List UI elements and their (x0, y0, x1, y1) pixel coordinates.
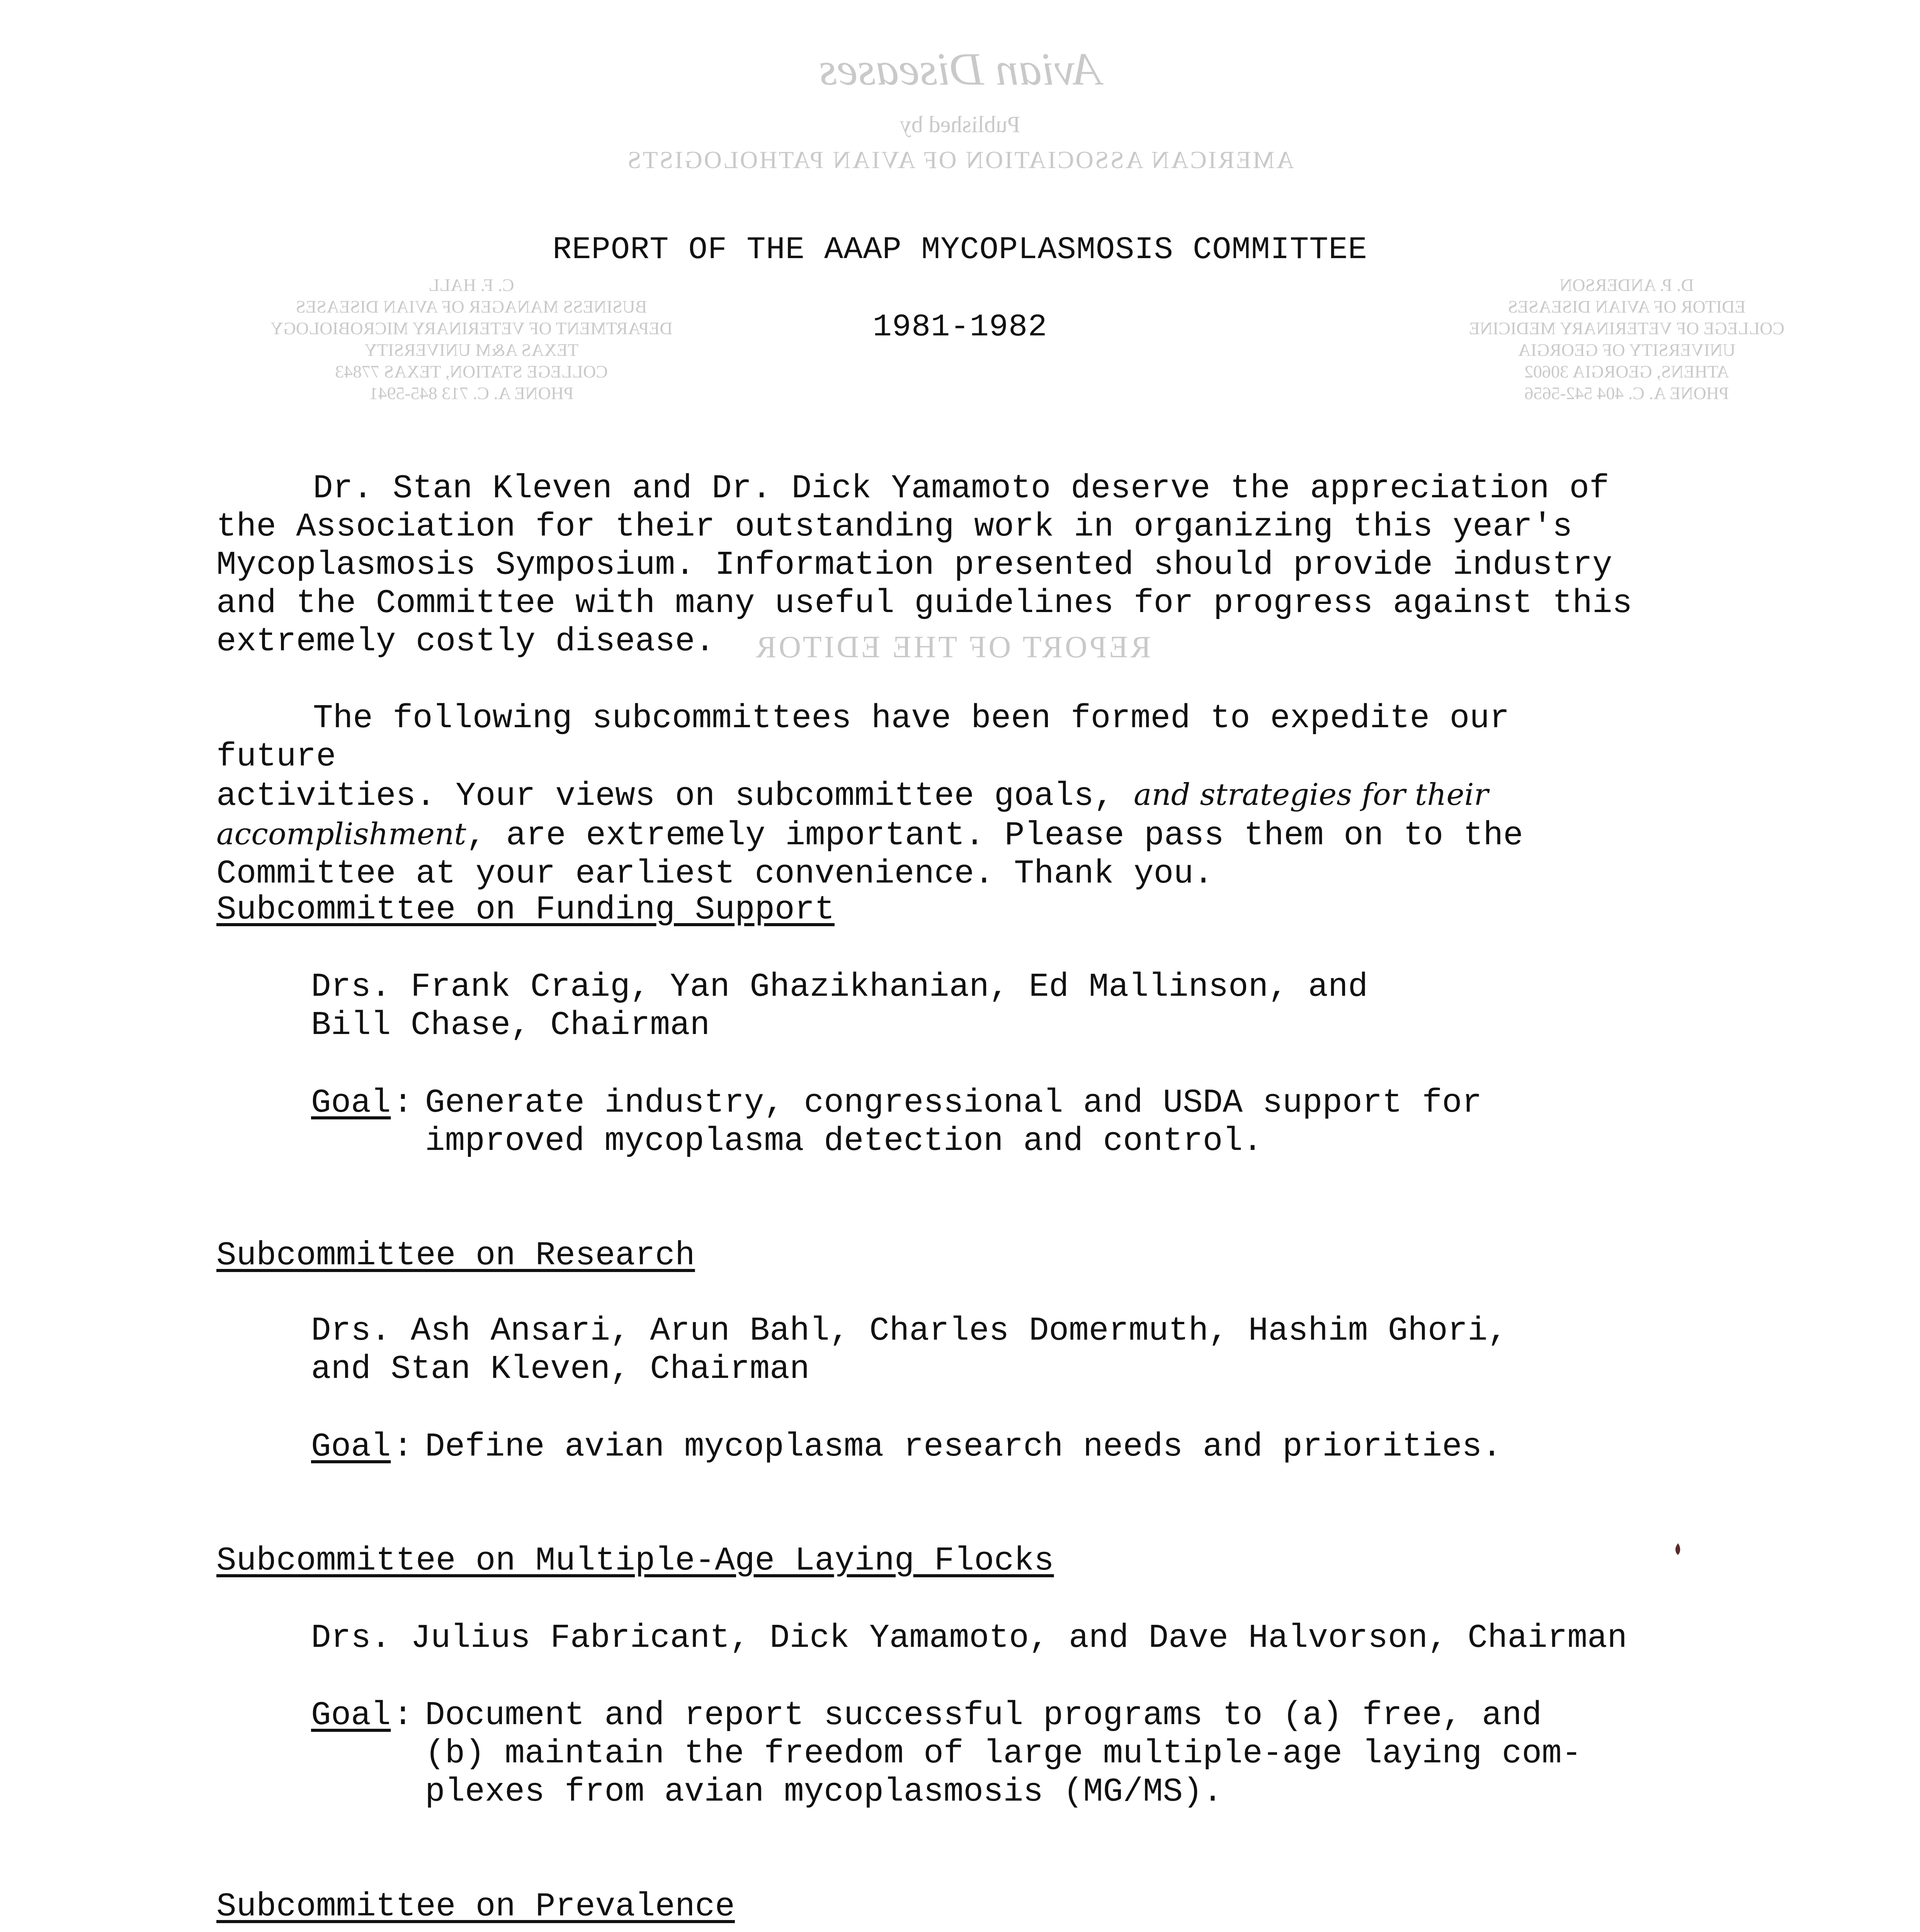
report-years: 1981-1982 (872, 309, 1048, 345)
report-title: REPORT OF THE AAAP MYCOPLASMOSIS COMMITTEE (553, 232, 1367, 268)
letterhead-left-line: ATHENS, GEORGIA 30602 (1524, 362, 1730, 381)
subcommittee-members-laying-flocks: Drs. Julius Fabricant, Dick Yamamoto, and Dave Halvorson, Chairman (311, 1619, 1627, 1657)
goal-text: Generate industry, congressional and USDA support for improved mycoplasma detection and control. (425, 1084, 1482, 1160)
intro-paragraph: Dr. Stan Kleven and Dr. Dick Yamamoto deserve the appreciation of the Association for their outstanding work in organizing this year's Mycoplasmosis Symposium. Information presented should provide industry and the Committee with many useful guidelines for progress against this extremely costly disease. (216, 469, 1633, 660)
subcommittee-heading-research: Subcommittee on Research (216, 1236, 695, 1274)
para2-italic: and strategies for their accomplishment (216, 777, 1488, 852)
letterhead-left-line: UNIVERSITY OF GEORGIA (1518, 340, 1736, 360)
letterhead-left-line: PHONE A. C. 404 542-5656 (1524, 383, 1729, 403)
para2-end: , are extremely important. Please pass them on to the Committee at your earliest convenience. Thank you. (216, 816, 1523, 893)
goal-label: Goal (311, 1084, 391, 1122)
para2-start: The following subcommittees have been formed to expedite our future activities. Your views on subcommittee goals, (216, 699, 1510, 815)
bleed-heading: REPORT OF THE EDITOR (753, 630, 1151, 664)
letterhead-right-line: BUSINESS MANAGER OF AVIAN DISEASES (296, 297, 647, 316)
letterhead-left-line: COLLEGE OF VETERINARY MEDICINE (1469, 318, 1785, 338)
letterhead-right-line: PHONE A. C. 713 845-5941 (369, 383, 574, 403)
letterhead-right-line: COLLEGE STATION, TEXAS 77843 (335, 362, 608, 381)
goal-text: Document and report successful programs to (a) free, and (b) maintain the freedom of large multiple-age laying com- plexes from avian mycoplasmosis (MG/MS). (425, 1696, 1582, 1811)
letterhead-script-title: Avian Diseases (819, 43, 1101, 95)
letterhead-association: AMERICAN ASSOCIATION OF AVIAN PATHOLOGISTS (626, 146, 1294, 173)
letterhead-right-line: C. F. HALL (429, 275, 514, 295)
goal-text: Define avian mycoplasma research needs and priorities. (425, 1428, 1502, 1466)
goal-colon: : (393, 1084, 413, 1122)
goal-colon: : (393, 1696, 413, 1734)
letterhead-bleed (0, 43, 1920, 174)
goal-label: Goal (311, 1428, 391, 1466)
subcommittees-paragraph (216, 699, 1646, 893)
letterhead-left-line: EDITOR OF AVIAN DISEASES (1508, 297, 1746, 316)
subcommittee-heading-prevalence: Subcommittee on Prevalence (216, 1888, 735, 1925)
letterhead-right-line: TEXAS A&M UNIVERSITY (364, 340, 579, 360)
subcommittee-heading-laying-flocks: Subcommittee on Multiple-Age Laying Flocks (216, 1542, 1054, 1580)
letterhead-published-by: Published by (900, 112, 1020, 137)
letterhead-left-line: D. P. ANDERSON (1559, 275, 1694, 295)
letterhead-right-line: DEPARTMENT OF VETERINARY MICROBIOLOGY (270, 318, 673, 338)
goal-label: Goal (311, 1696, 391, 1734)
subcommittee-members-research: Drs. Ash Ansari, Arun Bahl, Charles Domermuth, Hashim Ghori, and Stan Kleven, Chairman (311, 1312, 1508, 1388)
subcommittee-heading-funding: Subcommittee on Funding Support (216, 891, 835, 929)
subcommittee-members-funding: Drs. Frank Craig, Yan Ghazikhanian, Ed Mallinson, and Bill Chase, Chairman (311, 968, 1368, 1044)
ink-mark-icon (1673, 1542, 1683, 1557)
goal-colon: : (393, 1428, 413, 1466)
